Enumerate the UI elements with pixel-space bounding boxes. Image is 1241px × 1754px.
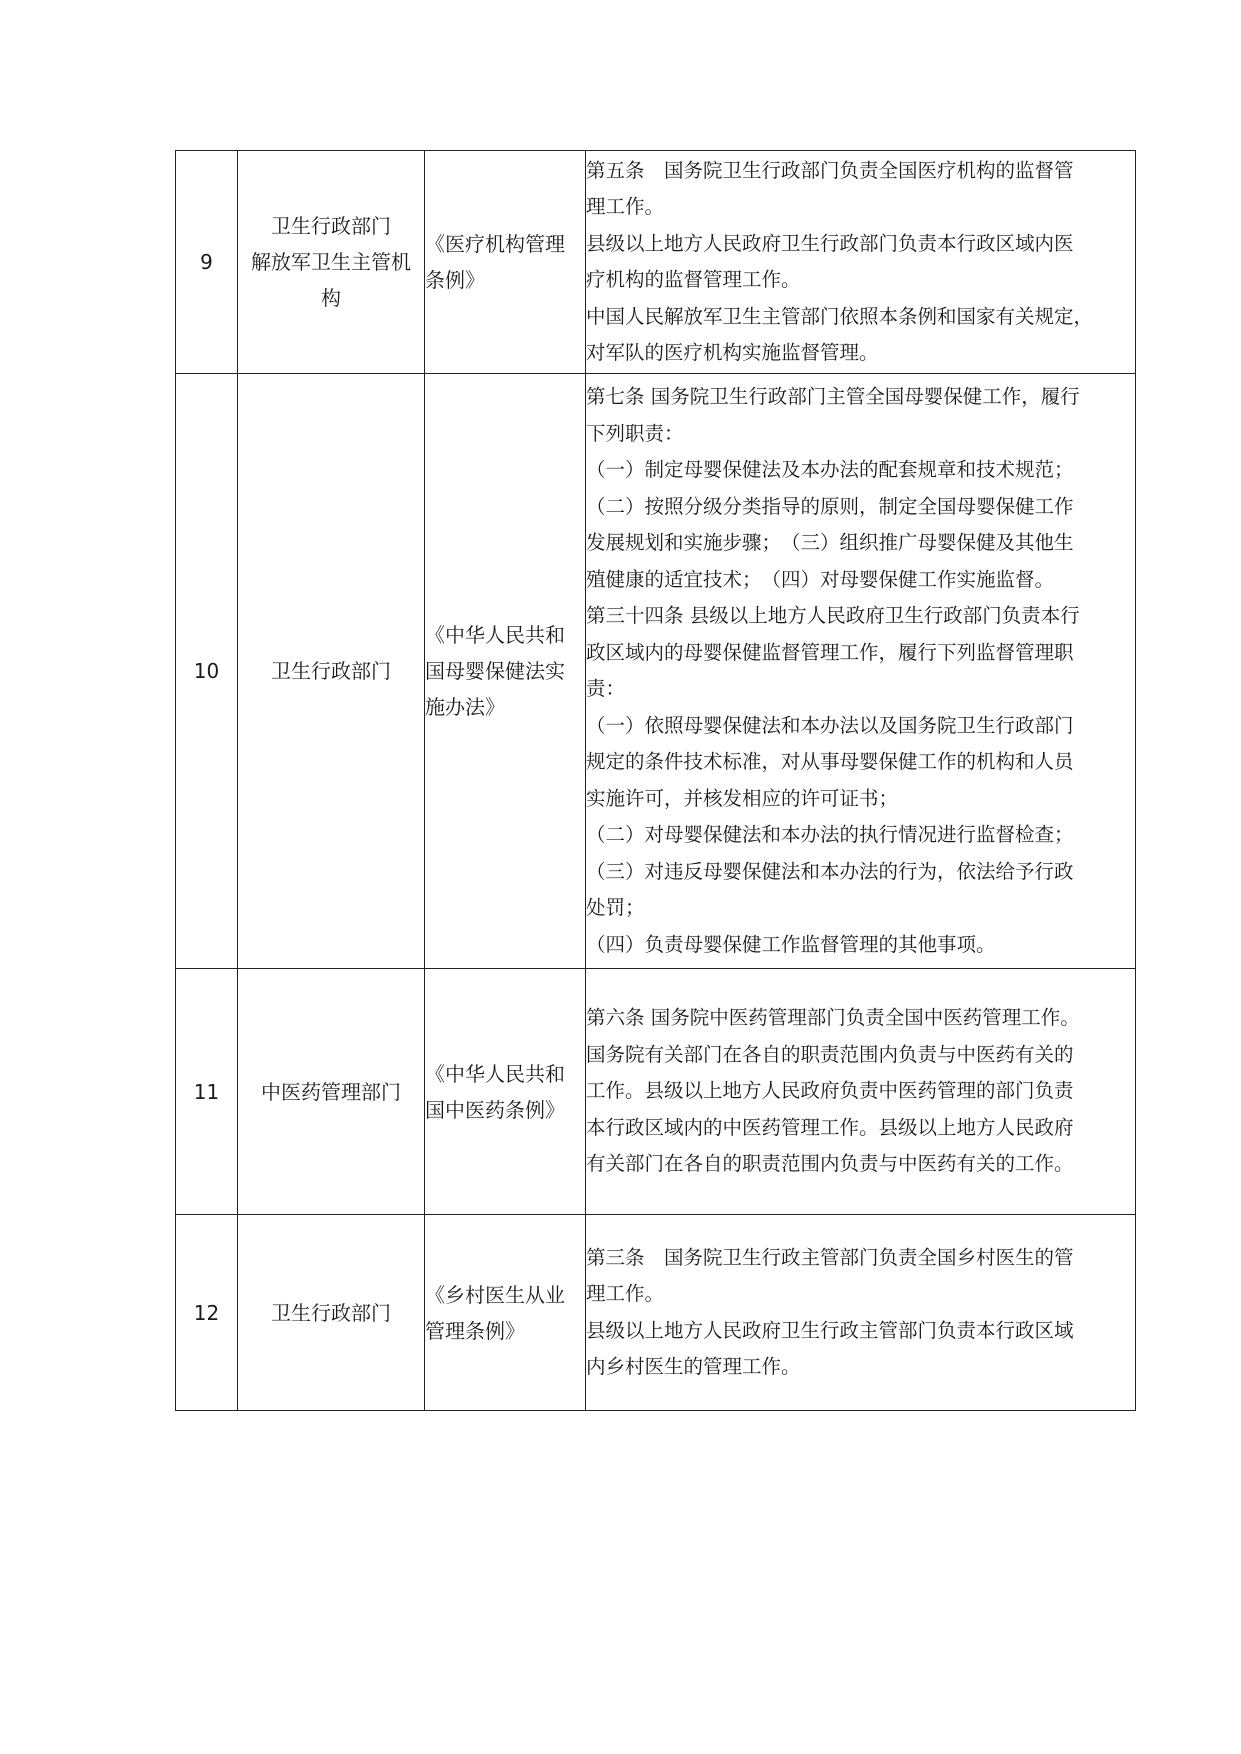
provision-line: （三）对违反母婴保健法和本办法的行为，依法给予行政 [586,859,1074,883]
department-cell [238,969,425,1215]
regulation-name-cell [425,151,586,374]
provision-line: 第五条 国务院卫生行政部门负责全国医疗机构的监督管 [586,158,1074,182]
provision-line: 工作。县级以上地方人民政府负责中医药管理的部门负责 [586,1079,1074,1103]
provision-line: 第三条 国务院卫生行政主管部门负责全国乡村医生的管 [586,1245,1074,1269]
provision-line: 发展规划和实施步骤； （三）组织推广母婴保健及其他生 [586,531,1074,554]
provision-line: 内乡村医生的管理工作。 [586,1355,801,1378]
provision-line: 理工作。 [586,1282,665,1305]
provision-line: （一）依照母婴保健法和本办法以及国务院卫生行政部门 [586,713,1074,737]
provision-text-cell [586,151,1136,374]
table-row [176,151,1136,374]
regulation-name-line: 施办法》 [425,695,505,719]
provision-line: 第六条 国务院中医药管理部门负责全国中医药管理工作。 [586,1006,1080,1030]
regulation-name-line: 国母婴保健法实 [425,659,565,683]
provision-text-cell [586,969,1136,1215]
department-line: 卫生行政部门 [271,214,391,238]
table-row [176,1215,1136,1411]
row-number: 12 [176,1215,238,1411]
regulation-name-cell [425,969,586,1215]
department-cell [238,151,425,374]
provision-line: 实施许可，并核发相应的许可证书； [586,786,899,810]
provision-line: 处罚； [586,896,645,919]
provision-line: 殖健康的适宜技术； （四）对母婴保健工作实施监督。 [586,567,1055,591]
provision-line: （二）对母婴保健法和本办法的执行情况进行监督检查； [586,823,1074,846]
provision-line: （一）制定母婴保健法及本办法的配套规章和技术规范； [586,458,1074,481]
department-line: 卫生行政部门 [271,1300,391,1325]
regulation-name-line: 《中华人民共和 [425,1061,565,1086]
regulations-table-body [176,151,1136,1411]
regulation-name-line: 《中华人民共和 [425,623,565,647]
regulation-name-line: 国中医药条例》 [425,1097,565,1122]
regulation-name-line: 《医疗机构管理 [425,232,565,256]
regulation-name-line: 条例》 [425,268,485,292]
row-number: 11 [176,969,238,1215]
table-row [176,969,1136,1215]
department-cell [238,374,425,969]
department-line: 中医药管理部门 [261,1079,401,1104]
provision-line: （四）负责母婴保健工作监督管理的其他事项。 [586,932,996,956]
provision-line: 有关部门在各自的职责范围内负责与中医药有关的工作。 [586,1152,1074,1176]
department-line: 卫生行政部门 [271,659,391,683]
provision-line: 第七条 国务院卫生行政部门主管全国母婴保健工作，履行 [586,385,1080,408]
provision-line: 中国人民解放军卫生主管部门依照本条例和国家有关规定， [586,304,1094,328]
provision-line: 对军队的医疗机构实施监督管理。 [586,341,879,364]
provision-line: 本行政区域内的中医药管理工作。县级以上地方人民政府 [586,1115,1074,1139]
provision-text-cell [586,1215,1136,1411]
department-line: 构 [321,286,341,310]
department-line: 解放军卫生主管机 [251,250,411,274]
provision-line: 理工作。 [586,195,665,218]
row-number: 9 [176,151,238,374]
provision-line: 政区域内的母婴保健监督管理工作，履行下列监督管理职 [586,640,1074,664]
regulation-name-cell [425,1215,586,1411]
provision-line: 国务院有关部门在各自的职责范围内负责与中医药有关的 [586,1042,1074,1066]
provision-line: 规定的条件技术标准，对从事母婴保健工作的机构和人员 [586,750,1074,773]
provision-line: 县级以上地方人民政府卫生行政部门负责本行政区域内医 [586,231,1074,255]
provision-line: （二）按照分级分类指导的原则，制定全国母婴保健工作 [586,494,1074,518]
provision-line: 县级以上地方人民政府卫生行政主管部门负责本行政区域 [586,1318,1074,1342]
table-row [176,374,1136,969]
department-cell [238,1215,425,1411]
regulation-name-line: 管理条例》 [425,1318,525,1343]
provision-line: 疗机构的监督管理工作。 [586,268,801,291]
row-number: 10 [176,374,238,969]
provision-text-cell [586,374,1136,969]
provision-line: 下列职责： [586,421,684,445]
provision-line: 责： [586,677,626,700]
regulations-table [175,150,1136,1411]
provision-line: 第三十四条 县级以上地方人民政府卫生行政部门负责本行 [586,604,1080,627]
regulation-name-cell [425,374,586,969]
regulation-name-line: 《乡村医生从业 [425,1282,565,1307]
